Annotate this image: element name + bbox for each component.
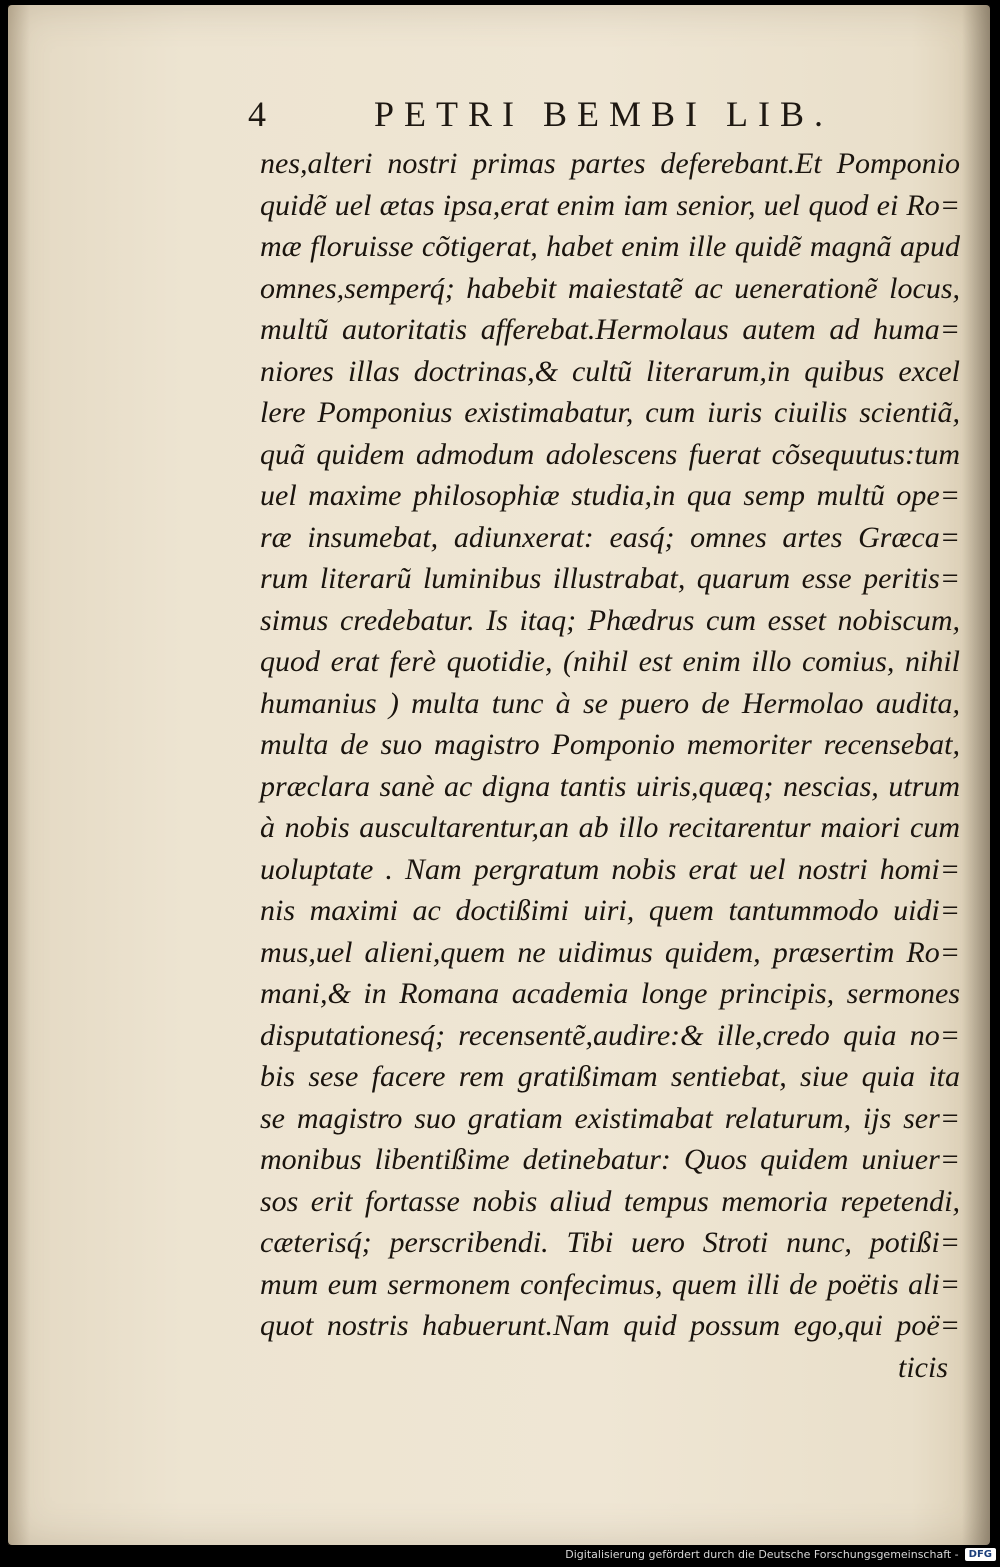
text-line: uoluptate . Nam pergratum nobis erat uel nostri homi=	[260, 852, 960, 886]
text-line: se magistro suo gratiam existimabat relaturum, ijs ser=	[260, 1101, 960, 1135]
text-line: multũ autoritatis afferebat.Hermolaus autem ad huma=	[260, 313, 960, 346]
page-edge-shadow	[962, 5, 990, 1545]
text-line: quot nostris habuerunt.Nam quid possum ego,qui poë=	[260, 1309, 960, 1342]
text-line: mæ floruisse cõtigerat, habet enim ille quidẽ magnã apud	[260, 230, 960, 263]
text-line: nis maximi ac doctißimi uiri, quem tantummodo uidi=	[260, 894, 960, 927]
page-number: 4	[248, 94, 266, 134]
catchword: ticis	[898, 1350, 948, 1384]
text-line: multa de suo magistro Pomponio memoriter recensebat,	[260, 728, 960, 761]
book-page	[8, 5, 990, 1545]
text-line: ræ insumebat, adiunxerat: easq́; omnes artes Græca=	[260, 520, 960, 554]
text-line: mus,uel alieni,quem ne uidimus quidem, præsertim Ro=	[260, 935, 960, 969]
dfg-logo-icon: DFG	[965, 1548, 996, 1561]
text-line: simus credebatur. Is itaq; Phædrus cum esset nobiscum,	[260, 603, 960, 637]
text-line: mani,& in Romana academia longe principis, sermones	[260, 977, 960, 1010]
text-line: omnes,semperq́; habebit maiestatẽ ac uenerationẽ locus,	[260, 271, 960, 305]
text-line: cæterisq́; perscribendi. Tibi uero Stroti nunc, potißi=	[260, 1226, 960, 1259]
text-line: præclara sanè ac digna tantis uiris,quæq; nescias, utrum	[260, 769, 960, 803]
text-line: quã quidem admodum adolescens fuerat cõsequutus:tum	[260, 437, 960, 471]
text-line: bis sese facere rem gratißimam sentiebat, siue quia ita	[260, 1060, 960, 1093]
text-line: humanius ) multa tunc à se puero de Hermolao audita,	[260, 686, 960, 720]
text-line: quidẽ uel ætas ipsa,erat enim iam senior, uel quod ei Ro=	[260, 188, 960, 222]
text-line: sos erit fortasse nobis aliud tempus memoria repetendi,	[260, 1184, 960, 1218]
text-line: quod erat ferè quotidie, (nihil est enim illo comius, nihil	[260, 645, 960, 678]
text-line: lere Pomponius existimabatur, cum iuris ciuilis scientiã,	[260, 396, 960, 429]
text-line: mum eum sermonem confecimus, quem illi de poëtis ali=	[260, 1267, 960, 1301]
credit-text: Digitalisierung gefördert durch die Deutsche Forschungsgemeinschaft -	[565, 1547, 959, 1561]
text-line: uel maxime philosophiæ studia,in qua semp multũ ope=	[260, 479, 960, 512]
running-head: PETRI BEMBI LIB.	[374, 94, 834, 134]
text-line: monibus libentißime detinebatur: Quos quidem uniuer=	[260, 1143, 960, 1176]
page-header	[248, 93, 868, 141]
body-text	[260, 143, 960, 1388]
page-gutter-shadow	[8, 5, 30, 1545]
digitization-credit	[565, 1544, 996, 1564]
text-line: nes,alteri nostri primas partes deferebant.Et Pomponio	[260, 147, 960, 180]
text-line: à nobis auscultarentur,an ab illo recitarentur maiori cum	[260, 811, 960, 844]
text-line: disputationesq́; recensentẽ,audire:& ille,credo quia no=	[260, 1018, 960, 1052]
text-line: rum literarũ luminibus illustrabat, quarum esse peritis=	[260, 562, 960, 595]
text-line: niores illas doctrinas,& cultũ literarum,in quibus excel	[260, 354, 960, 388]
